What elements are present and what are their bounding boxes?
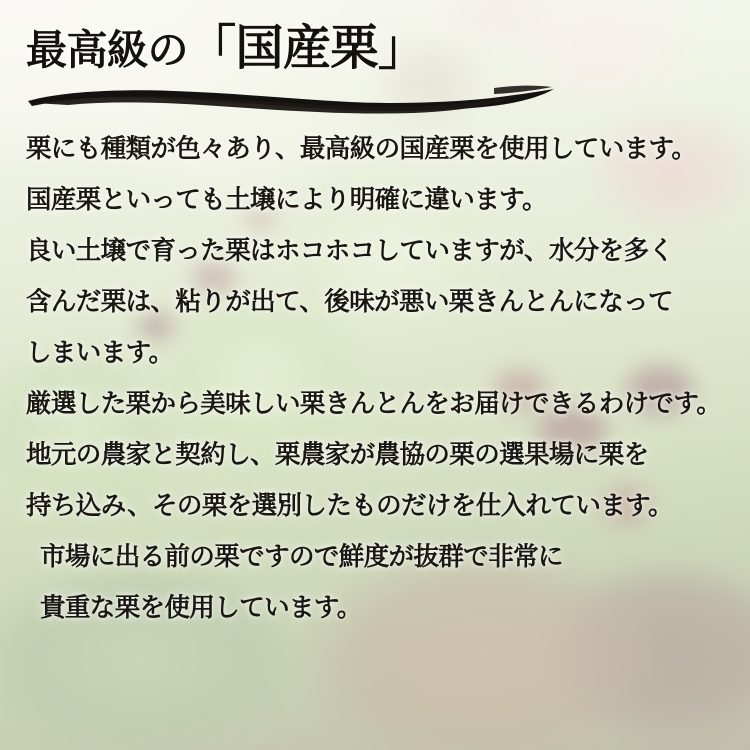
body-line: 貴重な栗を使用しています。 [40,592,362,623]
body-line: 含んだ栗は、粘りが出て、後味が悪い栗きんとんになって [26,286,673,317]
headline-prefix: 最高級の [26,26,188,74]
body-line: 地元の農家と契約し、栗農家が農協の栗の選果場に栗を [26,439,649,470]
body-line: 市場に出る前の栗ですので鮮度が抜群で非常に [40,541,563,572]
body-line: 持ち込み、その栗を選別したものだけを仕入れています。 [26,490,673,521]
body-line: 国産栗といっても土壌により明確に違います。 [26,184,547,215]
body-line: 厳選した栗から美味しい栗きんとんをお届けできるわけです。 [26,388,722,419]
body-line: 栗にも種類が色々あり、最高級の国産栗を使用しています。 [26,133,697,164]
headline-quoted: 「国産栗」 [188,20,426,76]
brush-stroke-icon [24,82,564,116]
body-line: しまいます。 [26,337,174,368]
page-title [26,22,724,76]
body-line: 良い土壌で育った栗はホコホコしていますが、水分を多く [26,235,674,266]
body-copy [26,124,724,634]
